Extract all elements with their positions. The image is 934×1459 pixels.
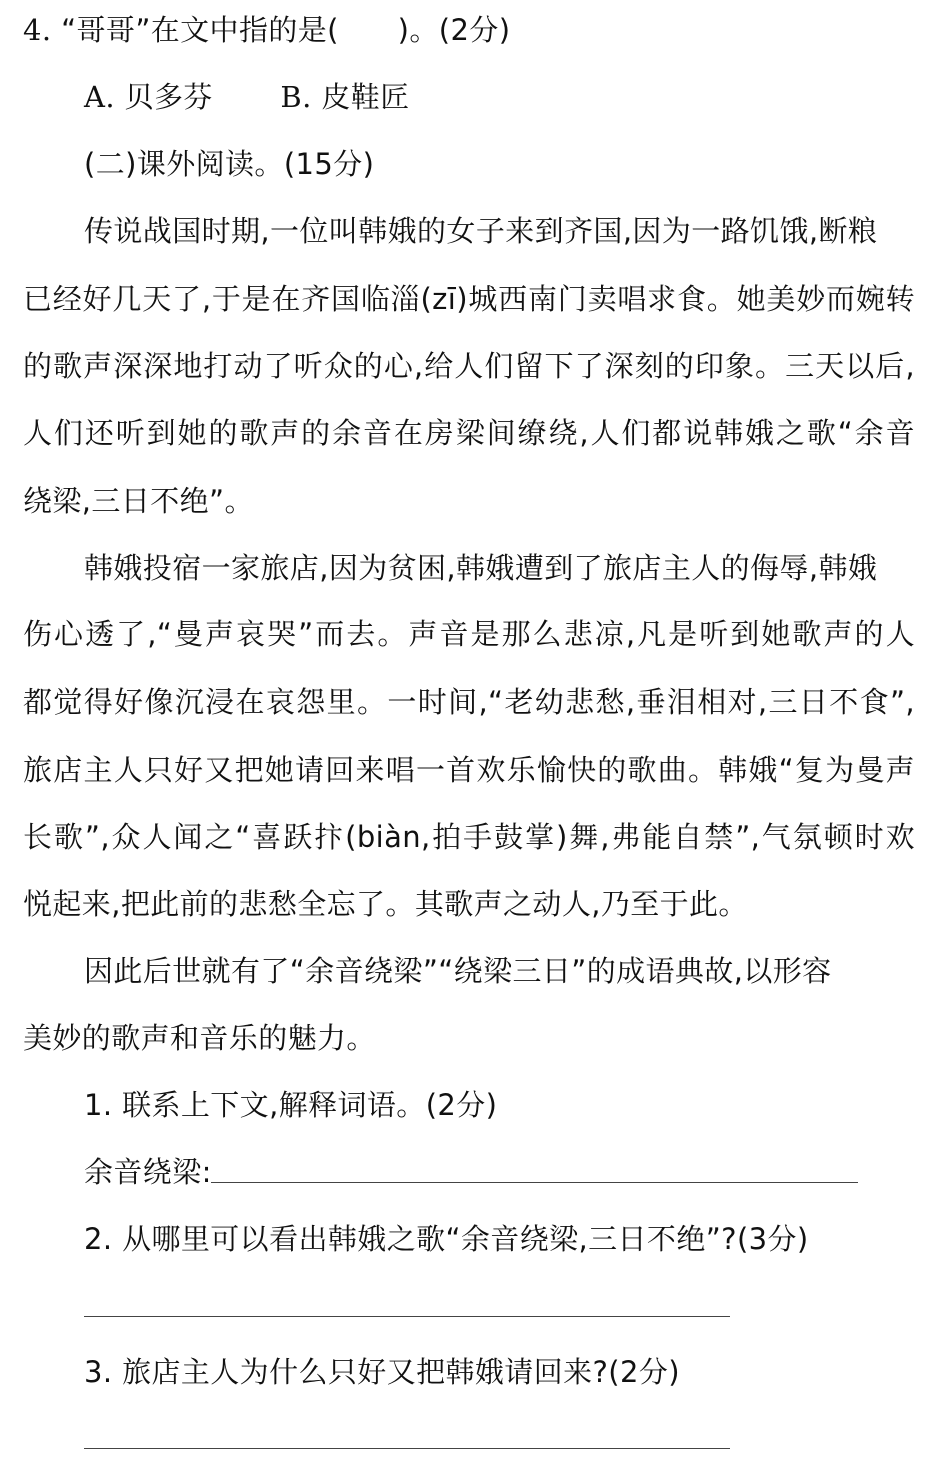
question-2: 2. 从哪里可以看出韩娥之歌“余音绕梁,三日不绝”?(3分): [84, 1222, 809, 1256]
passage-line: 长歌”,众人闻之“喜跃抃(biàn,拍手鼓掌)舞,弗能自禁”,气氛顿时欢: [23, 820, 915, 854]
passage-line: 韩娥投宿一家旅店,因为贫困,韩娥遭到了旅店主人的侮辱,韩娥: [84, 551, 878, 585]
option-a-label: A.: [84, 80, 115, 114]
question-4-text: “哥哥”在文中指的是( )。(2分): [61, 13, 511, 47]
passage-line: 的歌声深深地打动了听众的心,给人们留下了深刻的印象。三天以后,: [23, 349, 915, 383]
passage-line: 绕梁,三日不绝”。: [23, 484, 254, 518]
passage-line: 美妙的歌声和音乐的魅力。: [23, 1021, 376, 1055]
passage-line: 旅店主人只好又把她请回来唱一首欢乐愉快的歌曲。韩娥“复为曼声: [23, 753, 915, 787]
option-b-label: B.: [280, 80, 312, 114]
answer-line-3[interactable]: [84, 1448, 730, 1449]
option-b: [280, 77, 409, 117]
passage-line: 悦起来,把此前的悲愁全忘了。其歌声之动人,乃至于此。: [23, 887, 748, 921]
option-a: [84, 77, 213, 117]
question-1-term: 余音绕梁:: [84, 1155, 212, 1189]
option-a-text: 贝多芬: [124, 80, 213, 114]
passage-line: 因此后世就有了“余音绕梁”“绕梁三日”的成语典故,以形容: [84, 954, 832, 988]
passage-line: 人们还听到她的歌声的余音在房梁间缭绕,人们都说韩娥之歌“余音: [23, 416, 915, 450]
passage-line: 伤心透了,“曼声哀哭”而去。声音是那么悲凉,凡是听到她歌声的人: [23, 617, 915, 651]
question-4-options: [84, 77, 934, 117]
answer-line-2[interactable]: [84, 1316, 730, 1317]
passage-line: 传说战国时期,一位叫韩娥的女子来到齐国,因为一路饥饿,断粮: [84, 214, 878, 248]
passage-line: 已经好几天了,于是在齐国临淄(zī)城西南门卖唱求食。她美妙而婉转: [23, 282, 915, 316]
question-3: 3. 旅店主人为什么只好又把韩娥请回来?(2分): [84, 1355, 680, 1389]
answer-line-1[interactable]: [211, 1182, 858, 1183]
passage-line: 都觉得好像沉浸在哀怨里。一时间,“老幼悲愁,垂泪相对,三日不食”,: [23, 685, 915, 719]
section-heading: (二)课外阅读。(15分): [84, 147, 375, 181]
question-4-number: 4.: [23, 13, 52, 47]
question-4: [23, 10, 934, 50]
question-1: 1. 联系上下文,解释词语。(2分): [84, 1088, 498, 1122]
question-1-term-row: [84, 1152, 934, 1192]
option-b-text: 皮鞋匠: [321, 80, 410, 114]
